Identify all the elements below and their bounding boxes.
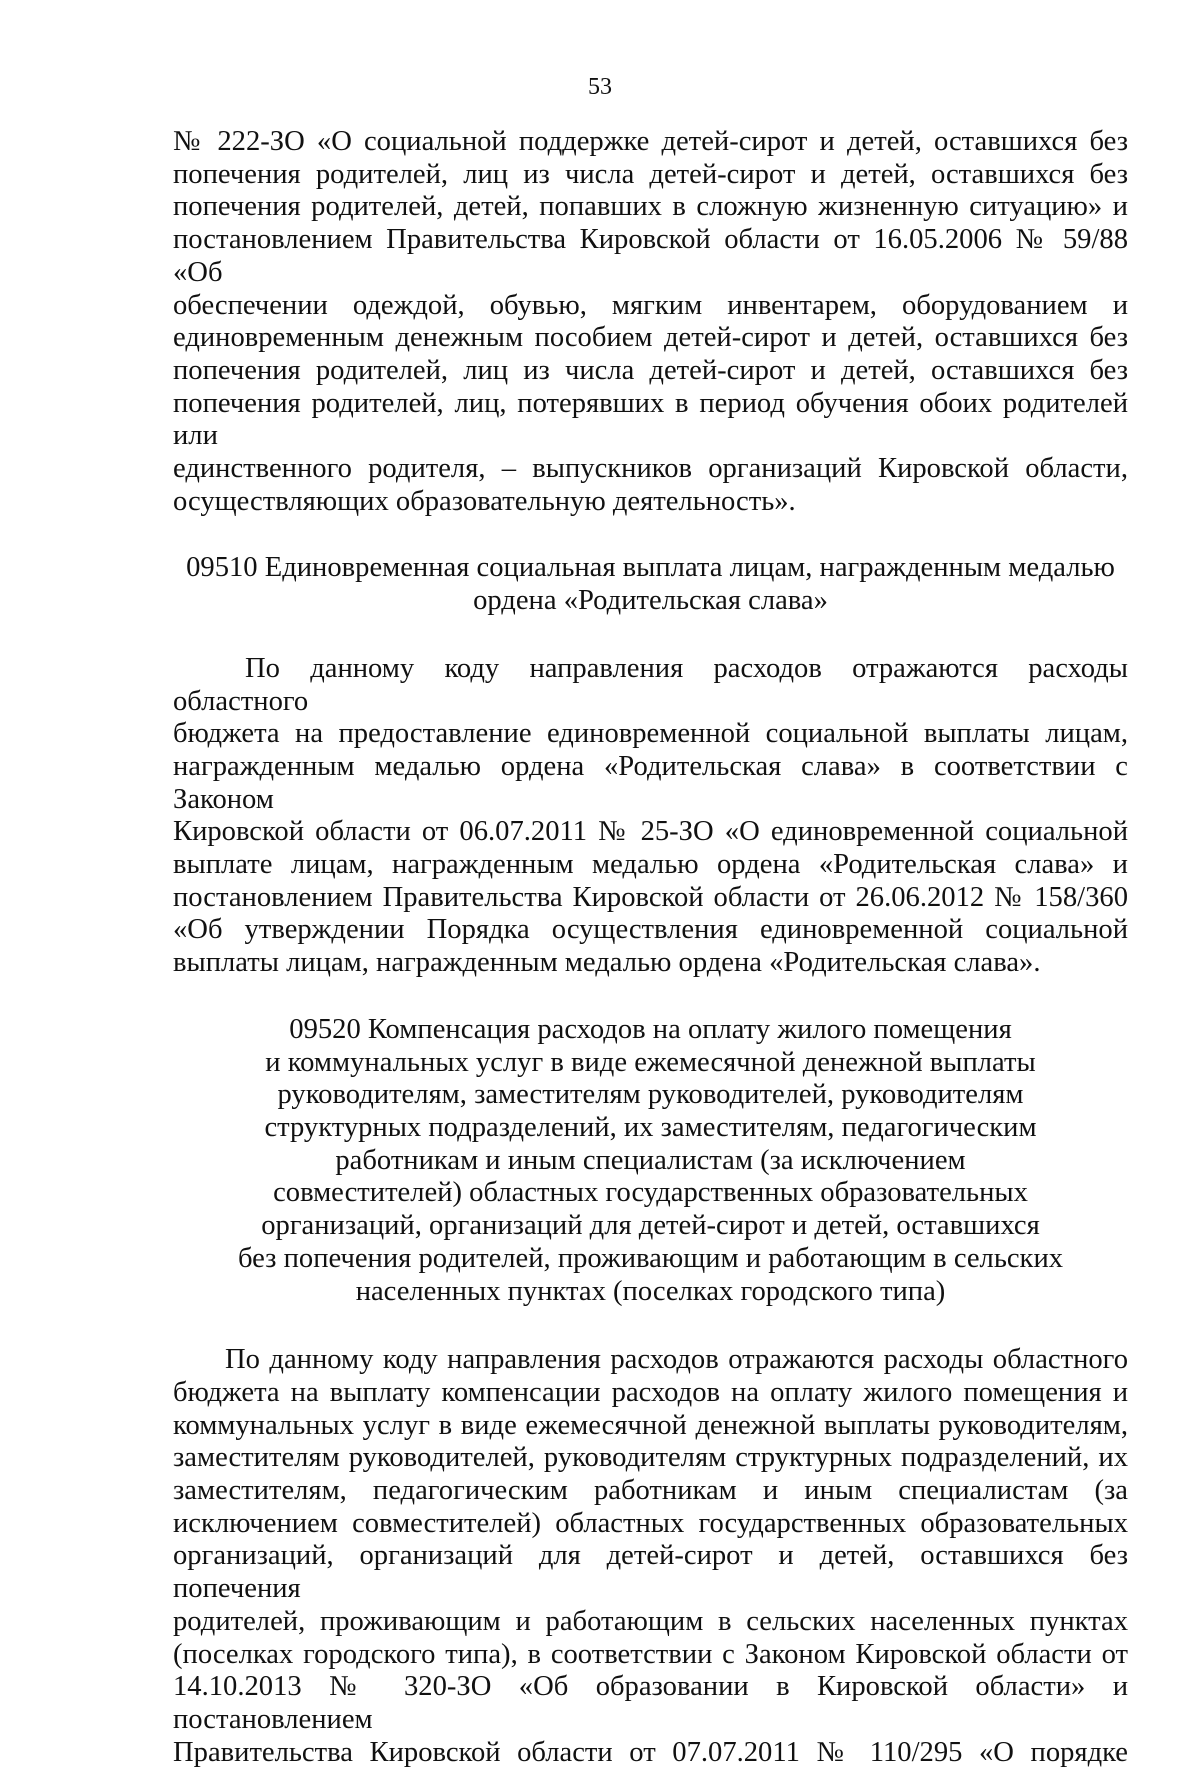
paragraph-continuation — [173, 126, 1128, 518]
text-line: родителей, проживающим и работающим в сельских населенных пунктах — [173, 1605, 1128, 1637]
text-line: обеспечении одеждой, обувью, мягким инвентарем, оборудованием и — [173, 289, 1128, 321]
text-line: исключением совместителей) областных государственных образовательных — [173, 1507, 1128, 1539]
section-heading-09520 — [173, 1014, 1128, 1308]
text-line: единовременным денежным пособием детей-сирот и детей, оставшихся без — [173, 322, 1128, 354]
text-line: По данному коду направления расходов отражаются расходы областного — [173, 652, 1128, 717]
paragraph-09520 — [173, 1344, 1128, 1769]
heading-line: структурных подразделений, их заместителям, педагогическим — [264, 1111, 1037, 1143]
heading-line: руководителям, заместителям руководителей, руководителям — [277, 1079, 1024, 1111]
heading-line: 09510 Единовременная социальная выплата лицам, награжденным медалью — [186, 552, 1115, 584]
text-line: награжденным медалью ордена «Родительская слава» в соответствии с Законом — [173, 750, 1128, 815]
heading-line: населенных пунктах (поселках городского типа) — [355, 1275, 946, 1307]
text-line: бюджета на выплату компенсации расходов на оплату жилого помещения и — [173, 1376, 1128, 1408]
heading-line: 09520 Компенсация расходов на оплату жилого помещения — [289, 1013, 1012, 1045]
heading-line: совместителей) областных государственных образовательных — [273, 1177, 1028, 1209]
text-line: попечения родителей, лиц, потерявших в период обучения обоих родителей или — [173, 387, 1128, 452]
text-line: заместителям, педагогическим работникам и иным специалистам (за — [173, 1475, 1128, 1507]
text-line: (поселках городского типа), в соответствии с Законом Кировской области от — [173, 1638, 1128, 1670]
text-line: попечения родителей, детей, попавших в сложную жизненную ситуацию» и — [173, 191, 1128, 223]
text-line: осуществляющих образовательную деятельность». — [173, 485, 796, 517]
text-line: единственного родителя, – выпускников организаций Кировской области, — [173, 453, 1128, 485]
heading-line: без попечения родителей, проживающим и работающим в сельских — [237, 1242, 1064, 1274]
heading-line: организаций, организаций для детей-сирот и детей, оставшихся — [261, 1210, 1040, 1242]
text-line: организаций, организаций для детей-сирот и детей, оставшихся без попечения — [173, 1540, 1128, 1605]
heading-line: ордена «Родительская слава» — [473, 585, 828, 617]
text-line: попечения родителей, лиц из числа детей-сирот и детей, оставшихся без — [173, 354, 1128, 386]
text-line: По данному коду направления расходов отражаются расходы областного — [225, 1344, 1128, 1376]
text-line: «Об утверждении Порядка осуществления единовременной социальной — [173, 914, 1128, 946]
text-line: постановлением Правительства Кировской области от 16.05.2006 № 59/88 «Об — [173, 224, 1128, 288]
text-line: попечения родителей, лиц из числа детей-сирот и детей, оставшихся без — [173, 158, 1128, 190]
text-line: Правительства Кировской области от 07.07.2011 № 110/295 «О порядке — [173, 1736, 1128, 1768]
paragraph-09510 — [173, 653, 1128, 980]
page-number: 53 — [588, 74, 612, 100]
text-line: 14.10.2013 № 320-ЗО «Об образовании в Кировской области» и постановлением — [173, 1671, 1128, 1735]
text-line: коммунальных услуг в виде ежемесячной денежной выплаты руководителям, — [173, 1409, 1128, 1441]
section-heading-09510 — [173, 552, 1128, 617]
heading-line: работникам и иным специалистам (за исключением — [335, 1144, 966, 1176]
text-line: № 222-ЗО «О социальной поддержке детей-сирот и детей, оставшихся без — [173, 126, 1128, 157]
heading-line: и коммунальных услуг в виде ежемесячной денежной выплаты — [265, 1046, 1036, 1078]
text-line: Кировской области от 06.07.2011 № 25-ЗО «О единовременной социальной — [173, 816, 1128, 848]
text-line: выплаты лицам, награжденным медалью ордена «Родительская слава». — [173, 947, 1041, 979]
text-line: бюджета на предоставление единовременной социальной выплаты лицам, — [173, 718, 1128, 750]
text-line: заместителям руководителей, руководителям структурных подразделений, их — [173, 1442, 1128, 1474]
text-line: постановлением Правительства Кировской области от 26.06.2012 № 158/360 — [173, 881, 1128, 913]
document-body — [173, 126, 1128, 1769]
text-line: выплате лицам, награжденным медалью ордена «Родительская слава» и — [173, 849, 1128, 881]
